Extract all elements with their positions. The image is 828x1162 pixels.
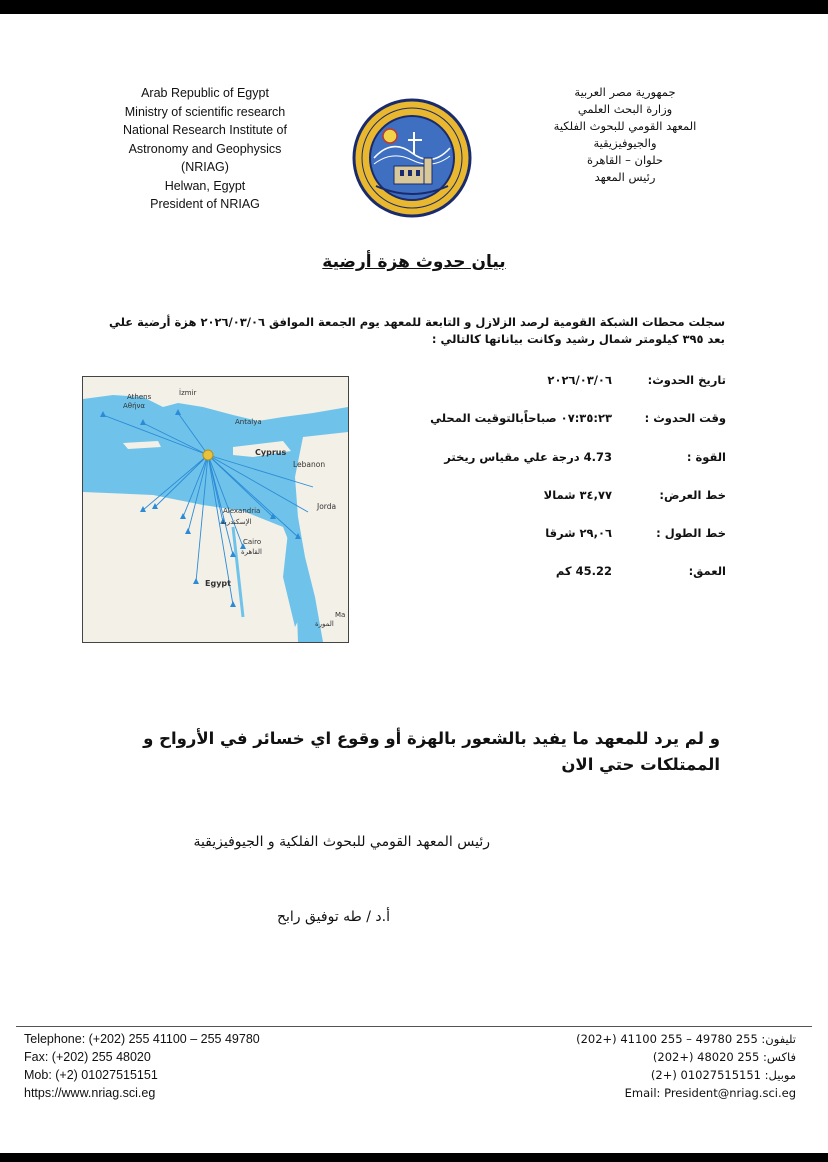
map-label: Alexandria [223,507,261,515]
footer-english [24,1030,260,1102]
footer-phone-ar: تليفون: 255 49780 – 255 41100 (+202) [576,1032,796,1046]
signatory-name: أ.د / طه توفيق رابح [276,909,390,925]
letterhead-line: Arab Republic of Egypt [141,86,269,100]
detail-row-time [386,411,726,425]
map-label: Antalya [235,418,262,426]
footer-email-link[interactable]: Email: President@nriag.sci.eg [624,1086,796,1100]
map-label: Jorda [317,502,337,511]
footer-mobile-ar: موبيل: 01027515151 (+2) [650,1068,796,1082]
arabic-letterhead [530,84,720,186]
detail-label: خط العرض: [659,488,726,502]
detail-value: ٢٠٢٦/٠٣/٠٦ [547,373,612,387]
detail-row-depth [386,564,726,578]
detail-label: خط الطول : [656,526,726,540]
map-label: Athens [127,393,152,401]
nriag-logo [352,98,472,218]
document-title: بيان حدوث هزة أرضية [322,252,506,272]
footer-fax-ar: فاكس: 255 48020 (+202) [652,1050,796,1064]
intro-paragraph: سجلت محطات الشبكة القومية لرصد الزلازل و التابعة للمعهد يوم الجمعة الموافق ٢٠٢٦/٠٣/٠٦ هزة أرضية علي بعد ٣٩٥ كيلومتر شمال رشيد وكانت بياناتها كالتالي : [108,315,725,346]
detail-value: 4.73 درجة علي مقياس ريختر [444,450,612,464]
signatory-title: رئيس المعهد القومي للبحوث الفلكية و الجيوفيزيقية [193,834,490,850]
letterhead-line: حلوان – القاهرة [586,153,663,167]
detail-value: ٢٩,٠٦ شرقا [545,526,612,540]
top-black-border [0,0,828,14]
detail-row-magnitude [386,450,726,464]
letterhead-line: المعهد القومي للبحوث الفلكية [553,119,697,133]
footer-arabic [576,1030,796,1102]
damage-notice: و لم يرد للمعهد ما يفيد بالشعور بالهزة أو وقوع اي خسائر في الأرواح و الممتلكات حتي الان [143,729,720,774]
letterhead-line: وزارة البحث العلمي [577,102,673,116]
detail-value: ٣٤,٧٧ شمالا [543,488,612,502]
letterhead-line: National Research Institute of [123,123,287,137]
footer-website-link[interactable]: https://www.nriag.sci.eg [24,1086,156,1100]
letterhead-line: والجيوفيزيقية [593,136,657,150]
letterhead-line: Ministry of scientific research [124,104,286,119]
footer-divider [16,1026,812,1027]
map-label: Ma [335,611,346,619]
letterhead-line: رئيس المعهد [594,170,656,184]
detail-label: وقت الحدوث : [644,411,726,425]
detail-value: 45.22 كم [555,564,612,578]
detail-row-latitude [386,488,726,502]
letterhead-line: President of NRIAG [150,197,260,211]
footer-fax: Fax: (+202) 255 48020 [24,1050,151,1064]
footer-mobile: Mob: (+2) 01027515151 [24,1068,158,1082]
map-label: Egypt [205,579,231,588]
letterhead-line: Astronomy and Geophysics [128,141,282,156]
map-graphic [83,377,348,642]
epicenter-map [82,376,349,643]
detail-label: تاريخ الحدوث: [647,373,726,387]
detail-row-date [386,373,726,387]
nriag-seal-icon [352,98,472,218]
detail-row-longitude [386,526,726,540]
english-letterhead [105,84,305,214]
map-label: الإسكندرية [221,518,252,526]
map-label: القاهرة [241,548,262,556]
map-epicenter-marker [203,450,213,460]
letterhead-line: جمهورية مصر العربية [574,85,676,99]
footer-phone: Telephone: (+202) 255 41100 – 255 49780 [24,1032,260,1046]
letterhead-line: (NRIAG) [181,160,229,174]
map-label: Cyprus [255,448,287,457]
document-page [0,14,828,1153]
bottom-black-border [0,1153,828,1162]
detail-value: ٠٧:٣٥:٢٣ صباحاًبالتوقيت المحلي [430,411,612,425]
map-label: Cairo [243,538,262,546]
map-label: المورة [315,620,334,628]
map-label: İzmir [179,389,197,397]
map-label: Lebanon [293,460,326,469]
map-label: Αθήνα [123,402,146,410]
detail-label: القوة : [686,450,726,464]
letterhead-line: Helwan, Egypt [164,178,246,193]
detail-label: العمق: [688,564,726,578]
